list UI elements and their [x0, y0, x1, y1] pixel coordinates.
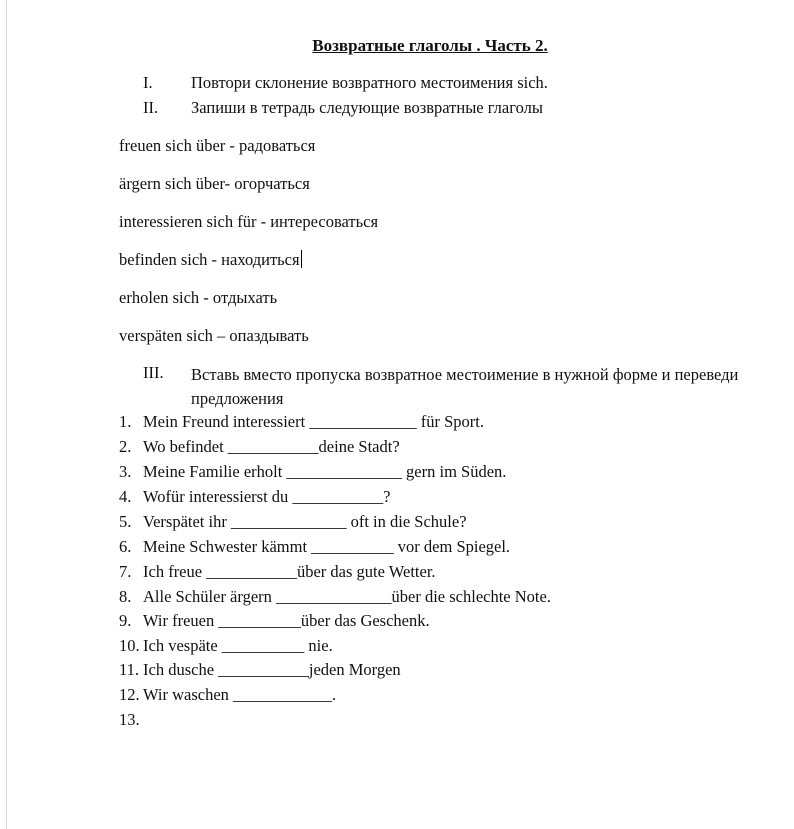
exercise-number: 7.	[119, 562, 132, 581]
exercise-item[interactable]	[119, 685, 336, 705]
exercise-number: 13.	[119, 710, 140, 729]
text-cursor	[301, 250, 302, 268]
vocab-item-2[interactable]: ärgern sich über- огорчаться	[119, 174, 310, 193]
task-3-numeral: III.	[143, 363, 164, 382]
task-2-text[interactable]: Запиши в тетрадь следующие возвратные глаголы	[191, 98, 543, 117]
exercise-text: Meine Schwester kämmt __________ vor dem Spiegel.	[143, 537, 511, 556]
exercise-number: 1.	[119, 412, 132, 431]
exercise-number: 10.	[119, 636, 140, 655]
exercise-text: Wir freuen __________über das Geschenk.	[143, 611, 430, 630]
exercise-item[interactable]	[119, 562, 436, 582]
vocab-item-4[interactable]	[119, 250, 302, 270]
task-1-text[interactable]: Повтори склонение возвратного местоимения sich.	[191, 73, 548, 92]
exercise-item[interactable]	[119, 537, 510, 557]
exercise-text: Ich dusche ___________jeden Morgen	[143, 660, 401, 679]
exercise-number: 3.	[119, 462, 132, 481]
exercise-text: Meine Familie erholt ______________ gern im Süden.	[143, 462, 507, 481]
exercise-item[interactable]	[119, 587, 551, 607]
exercise-item[interactable]	[119, 437, 400, 457]
exercise-number: 9.	[119, 611, 132, 630]
exercise-text: Wo befindet ___________deine Stadt?	[143, 437, 400, 456]
vocab-item-6[interactable]: verspäten sich – опаздывать	[119, 326, 309, 345]
exercise-item[interactable]	[119, 660, 401, 680]
exercise-item[interactable]	[119, 412, 484, 432]
exercise-number: 8.	[119, 587, 132, 606]
vocab-item-3[interactable]: interessieren sich für - интересоваться	[119, 212, 379, 231]
exercise-text: Wofür interessierst du ___________?	[143, 487, 391, 506]
exercise-item[interactable]	[119, 636, 333, 656]
task-3-text[interactable]: Вставь вместо пропуска возвратное местоимение в нужной форме и переведи предложения	[191, 365, 739, 408]
exercise-text: Alle Schüler ärgern ______________über die schlechte Note.	[143, 587, 551, 606]
exercise-number: 2.	[119, 437, 132, 456]
vocab-item-4-text: befinden sich - находиться	[119, 250, 300, 269]
exercise-item[interactable]	[119, 512, 467, 532]
exercise-number: 12.	[119, 685, 140, 704]
exercise-text: Verspätet ihr ______________ oft in die Schule?	[143, 512, 467, 531]
exercise-number: 6.	[119, 537, 132, 556]
exercise-text: Ich freue ___________über das gute Wetter.	[143, 562, 436, 581]
exercise-number: 5.	[119, 512, 132, 531]
exercise-item[interactable]	[119, 487, 391, 507]
exercise-item[interactable]	[119, 462, 506, 482]
document-title[interactable]: Возвратные глаголы . Часть 2.	[312, 36, 548, 55]
vocab-item-5[interactable]: erholen sich - отдыхать	[119, 288, 278, 307]
exercise-number: 11.	[119, 660, 140, 679]
vocab-item-1[interactable]: freuen sich über - радоваться	[119, 136, 316, 155]
exercise-text: Wir waschen ____________.	[143, 685, 337, 704]
exercise-text: Ich vespäte __________ nie.	[143, 636, 333, 655]
exercise-number: 4.	[119, 487, 132, 506]
task-1-numeral: I.	[143, 73, 153, 92]
task-2-numeral: II.	[143, 98, 159, 117]
exercise-item[interactable]	[119, 611, 430, 631]
exercise-item[interactable]	[119, 710, 143, 730]
exercise-text: Mein Freund interessiert _____________ für Sport.	[143, 412, 484, 431]
